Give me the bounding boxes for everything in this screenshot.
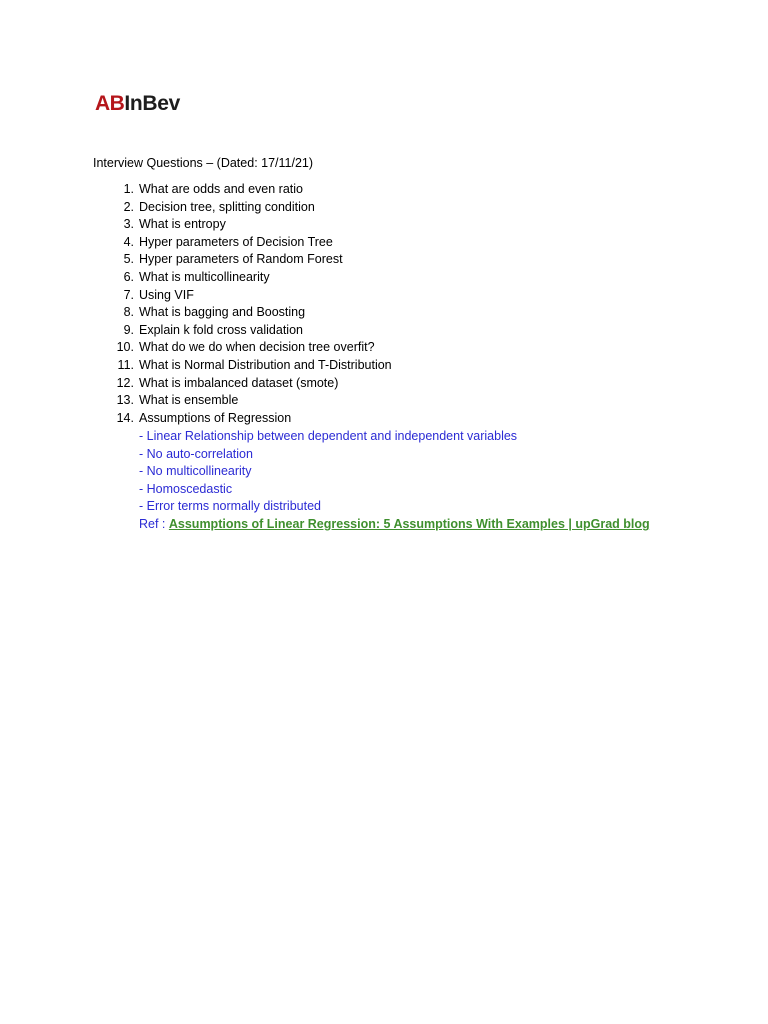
item-text: What are odds and even ratio — [139, 182, 303, 196]
item-number: 11. — [117, 357, 134, 372]
assumption-item: - Error terms normally distributed — [139, 499, 321, 514]
list-item — [112, 410, 292, 428]
item-text: Using VIF — [139, 287, 194, 302]
reference-link[interactable]: Assumptions of Linear Regression: 5 Assumptions With Examples | upGrad blog — [168, 516, 650, 531]
item-number: 3. — [123, 217, 134, 232]
document-title: Interview Questions – (Dated: 17/11/21) — [93, 156, 314, 170]
item-text: What do we do when decision tree overfit? — [139, 340, 375, 355]
item-text: What is Normal Distribution and T-Distribution — [139, 357, 392, 372]
list-item — [112, 357, 392, 375]
question-list — [112, 181, 392, 427]
reference-label: Ref : — [139, 516, 169, 531]
item-text: What is imbalanced dataset (smote) — [139, 375, 339, 390]
list-item — [112, 392, 239, 410]
list-item — [112, 304, 306, 322]
item-number: 13. — [116, 393, 134, 408]
item-number: 1. — [123, 182, 134, 196]
item-number: 6. — [123, 269, 134, 284]
list-item — [112, 181, 303, 199]
list-item — [112, 234, 333, 252]
item-text: Decision tree, splitting condition — [139, 199, 315, 214]
assumption-item: - No auto-correlation — [139, 446, 253, 461]
list-item — [112, 216, 226, 234]
item-number: 8. — [123, 305, 134, 320]
item-text: What is entropy — [139, 217, 226, 232]
assumption-item: - Linear Relationship between dependent and independent variables — [139, 429, 518, 443]
list-item — [112, 375, 339, 393]
list-item — [112, 251, 343, 269]
item-text: What is bagging and Boosting — [139, 305, 306, 320]
item-text: Hyper parameters of Random Forest — [139, 252, 343, 267]
item-number: 14. — [116, 410, 134, 425]
list-item — [112, 199, 315, 217]
item-text: Assumptions of Regression — [139, 410, 292, 425]
item-text: Explain k fold cross validation — [139, 322, 303, 337]
item-number: 7. — [123, 287, 134, 302]
logo-ab-text: AB — [95, 92, 125, 115]
abinbev-logo — [95, 88, 180, 120]
list-item — [112, 269, 270, 287]
logo-inbev-text: InBev — [124, 92, 181, 115]
item-text: Hyper parameters of Decision Tree — [139, 234, 333, 249]
item-number: 2. — [123, 199, 134, 214]
assumption-item: - No multicollinearity — [139, 464, 252, 479]
list-item — [112, 287, 194, 305]
item-number: 12. — [116, 375, 134, 390]
assumption-item: - Homoscedastic — [139, 481, 233, 496]
item-number: 4. — [123, 234, 134, 249]
list-item — [112, 339, 375, 357]
reference-line — [139, 516, 650, 534]
item-text: What is ensemble — [139, 393, 239, 408]
item-number: 9. — [123, 322, 134, 337]
item-number: 10. — [116, 340, 134, 355]
regression-assumptions — [139, 428, 650, 534]
item-number: 5. — [123, 252, 134, 267]
item-text: What is multicollinearity — [139, 269, 270, 284]
list-item — [112, 322, 303, 340]
